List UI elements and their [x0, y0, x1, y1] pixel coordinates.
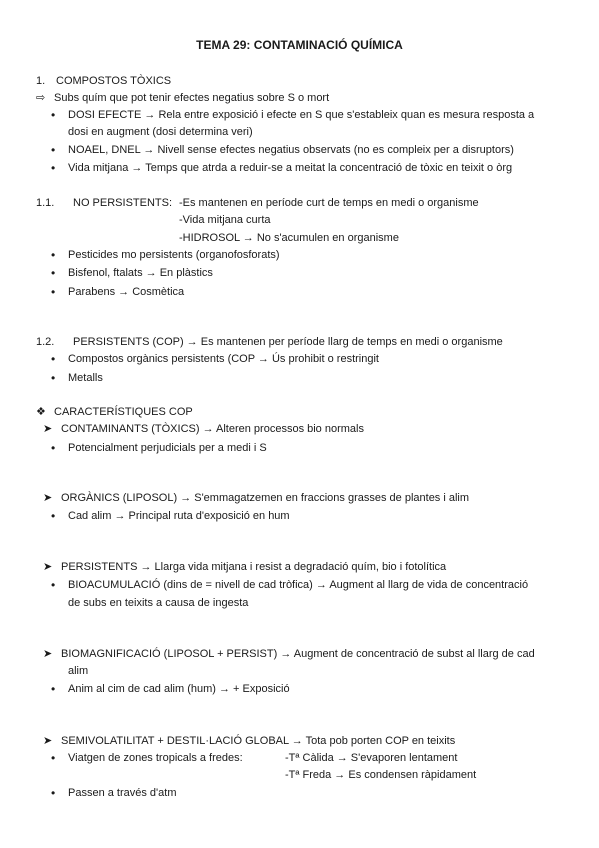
- list-item: Parabens → Cosmètica: [68, 286, 185, 298]
- cop-item-heading-continuation: alim: [68, 665, 89, 677]
- section-1-arrow-line: Subs quím que pot tenir efectes negatius sobre S o mort: [54, 92, 330, 104]
- section-1-1-number: 1.1.: [36, 197, 55, 209]
- list-item: NOAEL, DNEL → Nivell sense efectes negatius observats (no es compleix per a disruptors): [68, 144, 514, 156]
- property-line: -HIDROSOL → No s'acumulen en organisme: [179, 232, 399, 244]
- list-item: Passen a través d'atm: [68, 787, 177, 799]
- list-item: BIOACUMULACIÓ (dins de = nivell de cad tròfica) → Augment al llarg de vida de concentració: [68, 579, 529, 591]
- list-item: Metalls: [68, 372, 103, 384]
- triangle-icon: ➤: [43, 423, 53, 435]
- bullet-icon: •: [51, 285, 56, 299]
- bullet-icon: •: [51, 248, 56, 262]
- bullet-icon: •: [51, 751, 56, 765]
- list-item: Viatgen de zones tropicals a fredes:: [68, 752, 243, 764]
- list-item: Cad alim → Principal ruta d'exposició en hum: [68, 510, 290, 522]
- triangle-icon: ➤: [43, 648, 53, 660]
- section-1-2-heading: PERSISTENTS (COP) → Es mantenen per període llarg de temps en medi o organisme: [73, 336, 503, 348]
- bullet-icon: •: [51, 441, 56, 455]
- property-line: -Es mantenen en període curt de temps en medi o organisme: [179, 197, 479, 209]
- page-title: TEMA 29: CONTAMINACIÓ QUÍMICA: [196, 38, 403, 52]
- list-item-continuation: dosi en augment (dosi determina veri): [68, 126, 253, 138]
- bullet-icon: •: [51, 682, 56, 696]
- cop-item-heading: PERSISTENTS → Llarga vida mitjana i resist a degradació quím, bio i fotolítica: [61, 561, 447, 573]
- list-item: DOSI EFECTE → Rela entre exposició i efecte en S que s'estableix quan es mesura resposta a: [68, 109, 535, 121]
- bullet-icon: •: [51, 509, 56, 523]
- triangle-icon: ➤: [43, 561, 53, 573]
- property-line: -Vida mitjana curta: [179, 214, 271, 226]
- list-item: Anim al cim de cad alim (hum) → + Exposició: [68, 683, 290, 695]
- list-item: Pesticides mo persistents (organofosforats): [68, 249, 280, 261]
- list-item-continuation: de subs en teixits a causa de ingesta: [68, 597, 249, 609]
- section-1-1-heading: NO PERSISTENTS:: [73, 197, 173, 209]
- cop-item-heading: ORGÀNICS (LIPOSOL) → S'emmagatzemen en fraccions grasses de plantes i alim: [61, 492, 470, 504]
- section-1-2-number: 1.2.: [36, 336, 55, 348]
- cop-item-heading: BIOMAGNIFICACIÓ (LIPOSOL + PERSIST) → Augment de concentració de subst al llarg de cad: [61, 648, 535, 660]
- bullet-icon: •: [51, 161, 56, 175]
- side-note: -Tª Freda → Es condensen ràpidament: [285, 769, 477, 781]
- cop-item-heading: CONTAMINANTS (TÒXICS) → Alteren processos bio normals: [61, 423, 364, 435]
- triangle-icon: ➤: [43, 735, 53, 747]
- bullet-icon: •: [51, 786, 56, 800]
- diamond-icon: ❖: [36, 406, 46, 418]
- triangle-icon: ➤: [43, 492, 53, 504]
- cop-item-heading: SEMIVOLATILITAT + DESTIL·LACIÓ GLOBAL → Tota pob porten COP en teixits: [61, 735, 456, 747]
- list-item: Bisfenol, ftalats → En plàstics: [68, 267, 213, 279]
- section-1-number: 1.: [36, 75, 46, 87]
- bullet-icon: •: [51, 578, 56, 592]
- arrow-icon: ⇨: [36, 92, 46, 104]
- bullet-icon: •: [51, 352, 56, 366]
- cop-heading: CARACTERÍSTIQUES COP: [54, 406, 193, 418]
- list-item: Potencialment perjudicials per a medi i S: [68, 442, 267, 454]
- list-item: Compostos orgànics persistents (COP → Ús prohibit o restringit: [68, 353, 379, 365]
- bullet-icon: •: [51, 371, 56, 385]
- bullet-icon: •: [51, 108, 56, 122]
- list-item: Vida mitjana → Temps que atrda a reduir-se a meitat la concentració de tòxic en teixit o òrg: [68, 162, 513, 174]
- bullet-icon: •: [51, 143, 56, 157]
- section-1-heading: COMPOSTOS TÒXICS: [56, 75, 172, 87]
- side-note: -Tª Càlida → S'evaporen lentament: [285, 752, 458, 764]
- bullet-icon: •: [51, 266, 56, 280]
